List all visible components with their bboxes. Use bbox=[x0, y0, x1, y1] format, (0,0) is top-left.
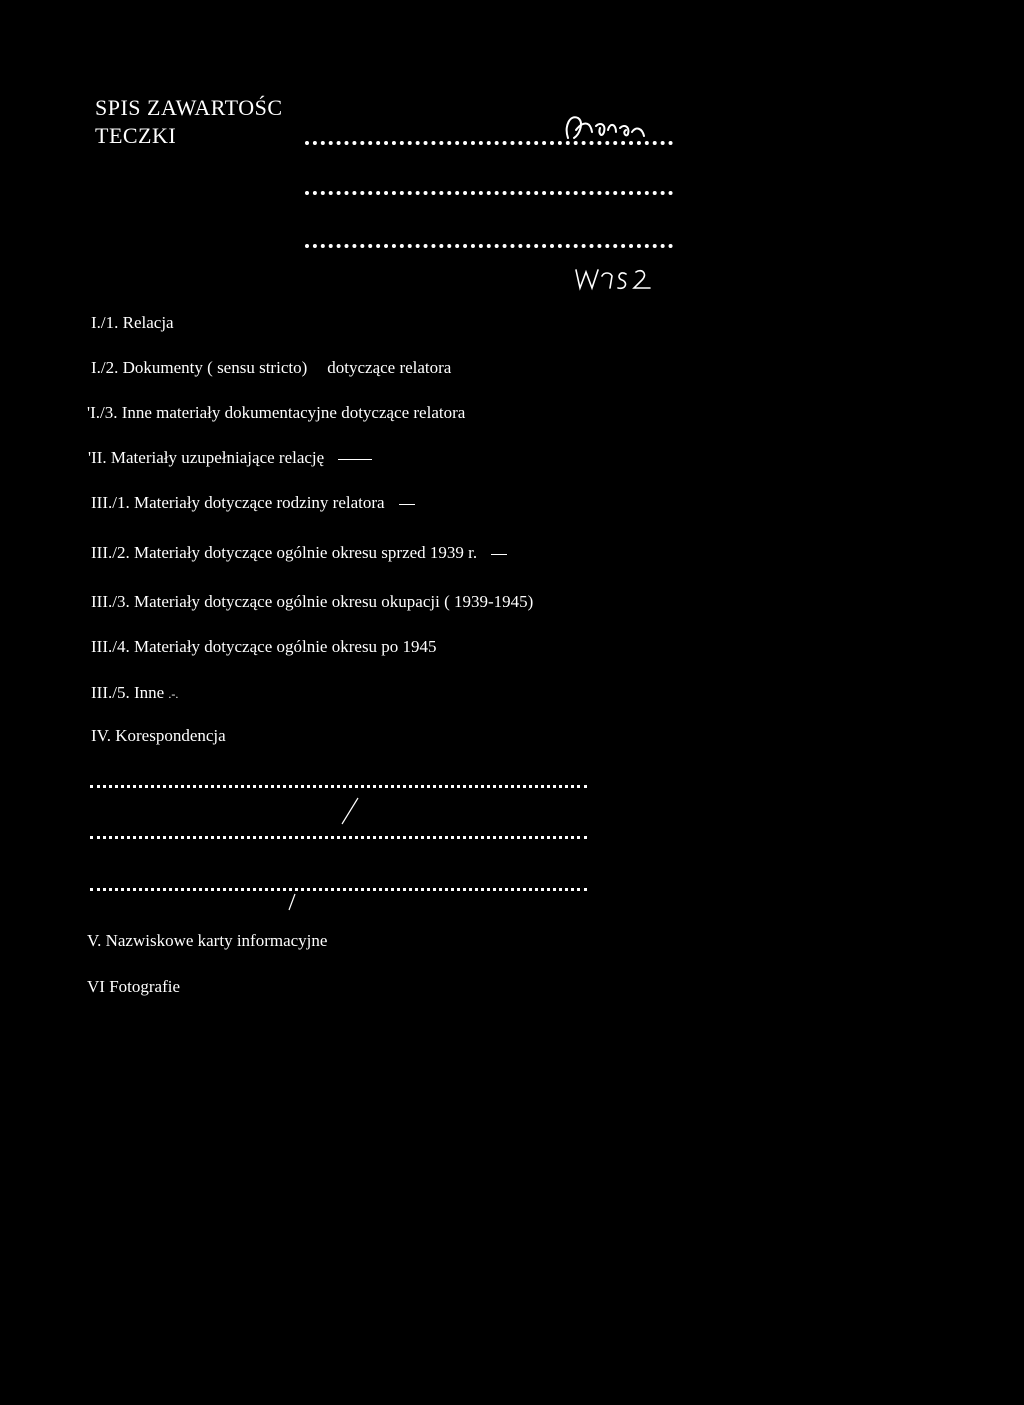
dotted-line bbox=[90, 785, 587, 788]
item-label: III./5. Inne bbox=[91, 683, 165, 702]
list-item bbox=[91, 684, 178, 701]
handwritten-slash-mark bbox=[284, 892, 300, 912]
item-label: 'I./3. Inne materiały dokumentacyjne dotyczące relatora bbox=[87, 403, 466, 422]
list-item bbox=[91, 593, 533, 610]
item-label: IV. Korespondencja bbox=[91, 726, 226, 745]
dash-mark bbox=[399, 504, 415, 505]
list-item bbox=[91, 494, 415, 511]
list-item bbox=[91, 727, 226, 744]
dotted-line bbox=[90, 836, 587, 839]
list-item bbox=[87, 978, 180, 995]
list-item bbox=[91, 638, 437, 655]
title-line-2: TECZKI bbox=[95, 123, 177, 148]
item-label-tail: dotyczące relatora bbox=[327, 358, 452, 377]
list-item bbox=[87, 404, 465, 421]
list-item bbox=[88, 449, 372, 466]
list-item bbox=[91, 359, 451, 376]
list-item bbox=[91, 314, 174, 331]
list-item bbox=[91, 544, 507, 561]
item-label: III./2. Materiały dotyczące ogólnie okresu sprzed 1939 r. bbox=[91, 543, 478, 562]
handwritten-slash-mark bbox=[338, 796, 362, 826]
dotted-line bbox=[305, 141, 673, 145]
dotted-line bbox=[90, 888, 587, 891]
dash-mark bbox=[491, 554, 507, 555]
item-label: III./1. Materiały dotyczące rodziny relatora bbox=[91, 493, 385, 512]
item-label: VI Fotografie bbox=[87, 977, 181, 996]
dotted-line bbox=[305, 244, 673, 248]
handwritten-code-mark bbox=[570, 262, 680, 296]
list-item bbox=[87, 932, 327, 949]
item-label: I./1. Relacja bbox=[91, 313, 174, 332]
item-mark: .-. bbox=[168, 687, 179, 701]
dash-mark bbox=[338, 459, 372, 460]
item-label: 'II. Materiały uzupełniające relację bbox=[88, 448, 325, 467]
dotted-line bbox=[305, 191, 673, 195]
item-label: III./4. Materiały dotyczące ogólnie okresu po 1945 bbox=[91, 637, 437, 656]
item-label: III./3. Materiały dotyczące ogólnie okresu okupacji ( 1939-1945) bbox=[91, 592, 534, 611]
item-label: V. Nazwiskowe karty informacyjne bbox=[87, 931, 328, 950]
item-label: I./2. Dokumenty ( sensu stricto) bbox=[91, 358, 308, 377]
title-line-1: SPIS ZAWARTOŚC bbox=[95, 95, 283, 120]
